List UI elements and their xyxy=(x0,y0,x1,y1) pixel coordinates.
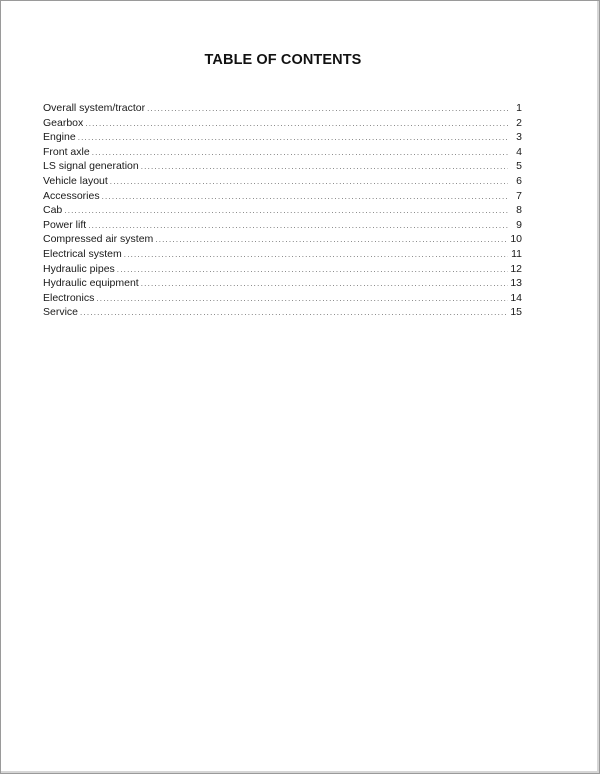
toc-page-number: 4 xyxy=(516,145,522,158)
toc-entry[interactable] xyxy=(43,102,522,117)
toc-entry[interactable] xyxy=(43,204,522,219)
toc-page-number: 9 xyxy=(516,218,522,231)
toc-page-number: 6 xyxy=(516,174,522,187)
toc-entry-label: Electrical system xyxy=(43,247,122,260)
toc-page-number: 5 xyxy=(516,160,522,173)
dot-leader xyxy=(78,133,508,142)
dot-leader xyxy=(80,308,508,317)
toc-entry-label: Vehicle layout xyxy=(43,174,108,187)
toc-page-number: 15 xyxy=(510,306,522,319)
toc-entry-label: Cab xyxy=(43,204,63,217)
toc-page-number: 14 xyxy=(510,291,522,304)
dot-leader xyxy=(147,104,508,113)
dot-leader xyxy=(124,250,508,259)
toc-entry[interactable] xyxy=(43,190,522,205)
toc-entry-label: LS signal generation xyxy=(43,160,139,173)
toc-entry-label: Gearbox xyxy=(43,116,84,129)
toc-entry[interactable] xyxy=(43,292,522,307)
toc-page-number: 1 xyxy=(516,102,522,114)
toc-entry[interactable] xyxy=(43,263,522,278)
toc-entry-label: Compressed air system xyxy=(43,233,154,246)
toc-page-number: 11 xyxy=(511,247,522,260)
dot-leader xyxy=(110,177,508,186)
table-of-contents xyxy=(43,102,522,321)
toc-entry[interactable] xyxy=(43,175,522,190)
toc-entry[interactable] xyxy=(43,117,522,132)
dot-leader xyxy=(117,265,508,274)
toc-entry-label: Service xyxy=(43,306,79,319)
toc-page-number: 10 xyxy=(510,233,522,246)
toc-entry[interactable] xyxy=(43,248,522,263)
dot-leader xyxy=(102,192,508,201)
toc-entry[interactable] xyxy=(43,131,522,146)
toc-entry-label: Front axle xyxy=(43,145,90,158)
toc-entry-label: Electronics xyxy=(43,291,95,304)
dot-leader xyxy=(88,221,508,230)
toc-entry-label: Power lift xyxy=(43,218,87,231)
dot-leader xyxy=(92,148,508,157)
toc-entry-label: Accessories xyxy=(43,189,100,202)
toc-entry-label: Overall system/tractor xyxy=(43,102,146,114)
dot-leader xyxy=(64,206,508,215)
toc-entry[interactable] xyxy=(43,146,522,161)
toc-entry[interactable] xyxy=(43,160,522,175)
toc-page-number: 8 xyxy=(516,204,522,217)
toc-page-number: 12 xyxy=(510,262,522,275)
toc-entry-label: Engine xyxy=(43,131,76,144)
toc-page-number: 2 xyxy=(516,116,522,129)
dot-leader xyxy=(96,294,508,303)
toc-page-number: 13 xyxy=(510,277,522,290)
page-title: TABLE OF CONTENTS xyxy=(204,52,362,68)
toc-entry[interactable] xyxy=(43,277,522,292)
toc-entry[interactable] xyxy=(43,233,522,248)
toc-page-number: 3 xyxy=(516,131,522,144)
toc-page-number: 7 xyxy=(516,189,522,202)
dot-leader xyxy=(141,279,508,288)
toc-entry[interactable] xyxy=(43,219,522,234)
toc-entry-label: Hydraulic pipes xyxy=(43,262,115,275)
dot-leader xyxy=(141,162,508,171)
dot-leader xyxy=(85,119,508,128)
dot-leader xyxy=(155,235,508,244)
toc-entry[interactable] xyxy=(43,306,522,321)
toc-entry-label: Hydraulic equipment xyxy=(43,277,139,290)
